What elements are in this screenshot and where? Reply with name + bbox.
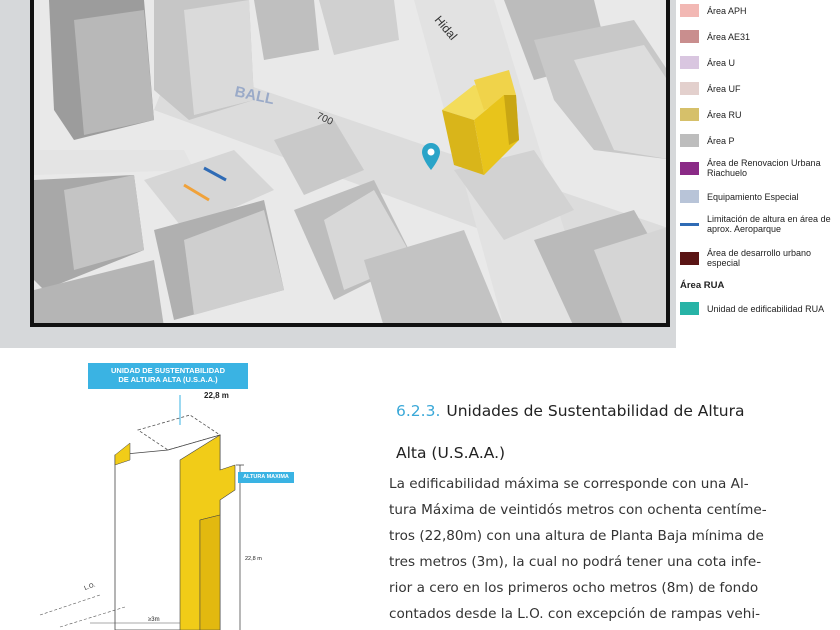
legend-swatch (680, 108, 699, 121)
legend-swatch (680, 162, 699, 175)
legend-label: Área U (707, 57, 736, 68)
legend-label: Equipamiento Especial (707, 191, 799, 202)
section-number: 6.2.3. (396, 402, 441, 420)
legend-label: Limitación de altura en área de aprox. Aeroparque (707, 214, 831, 234)
map-view[interactable] (30, 0, 670, 327)
legend-item-riachuelo (680, 158, 837, 178)
legend-swatch (680, 190, 699, 203)
legend-label: Área de Renovacion Urbana Riachuelo (707, 158, 821, 178)
legend-item-ae31 (680, 30, 837, 43)
legend-swatch (680, 56, 699, 69)
dim-3m-label: ≥3m (148, 617, 160, 623)
legend-swatch (680, 30, 699, 43)
height-dimension-label: 22,8 m (245, 556, 262, 562)
legend-swatch (680, 82, 699, 95)
body-line: tres metros (3m), la cual no podrá tener una cota infe- (389, 554, 762, 570)
legend-swatch (680, 134, 699, 147)
body-line: contados desde la L.O. con excepción de rampas vehi- (389, 606, 761, 622)
legend-swatch (680, 302, 699, 315)
legend-label: Unidad de edificabilidad RUA (707, 303, 825, 314)
legend-swatch (680, 4, 699, 17)
body-line: La edificabilidad máxima se corresponde con una Al- (389, 476, 749, 492)
legend-item-rua (680, 302, 837, 315)
altura-maxima-tag: ALTURA MAXIMA (238, 472, 294, 483)
section-heading (396, 402, 744, 420)
height-value: 22,8 m (204, 391, 229, 400)
legend-line-swatch (680, 223, 699, 226)
legend-item-equipamiento (680, 190, 837, 203)
legend-rua-heading: Área RUA (680, 280, 725, 291)
section-title: Unidades de Sustentabilidad de Altura (446, 402, 745, 420)
tag-line: UNIDAD DE SUSTENTABILIDAD (110, 366, 226, 375)
legend-label: Área P (707, 135, 735, 146)
tag-line: DE ALTURA ALTA (U.S.A.A.) (118, 375, 218, 384)
street-label-hidal: Hidal (431, 12, 461, 43)
body-line: tros (22,80m) con una altura de Planta Baja mínima de (389, 528, 764, 544)
legend-swatch (680, 252, 699, 265)
legend-label: Área de desarrollo urbano especial (707, 248, 812, 268)
usaa-tag (88, 363, 248, 389)
legend-label: Área AE31 (707, 31, 751, 42)
legend-item-aeroparque (680, 214, 837, 234)
street-number-label: 700 (314, 110, 335, 128)
dim-lo-label: L.O. (83, 582, 97, 592)
legend-item-ru (680, 108, 837, 121)
body-line: rior a cero en los primeros ocho metros (8m) de fondo (389, 580, 759, 596)
section-title-continued: Alta (U.S.A.A.) (396, 444, 506, 462)
legend-label: Área UF (707, 83, 741, 94)
body-line: tura Máxima de veintidós metros con ochenta centíme- (389, 502, 767, 518)
map-legend (676, 0, 840, 348)
legend-item-desarrollo (680, 248, 837, 268)
map-3d-render (34, 0, 670, 327)
legend-label: Área RU (707, 109, 742, 120)
legend-item-p (680, 134, 837, 147)
building-diagram (30, 395, 330, 630)
street-label-ball: BALL (233, 83, 276, 109)
legend-item-u (680, 56, 837, 69)
section-body (389, 471, 789, 627)
legend-item-uf (680, 82, 837, 95)
legend-item-aph (680, 4, 837, 17)
legend-label: Área APH (707, 5, 747, 16)
